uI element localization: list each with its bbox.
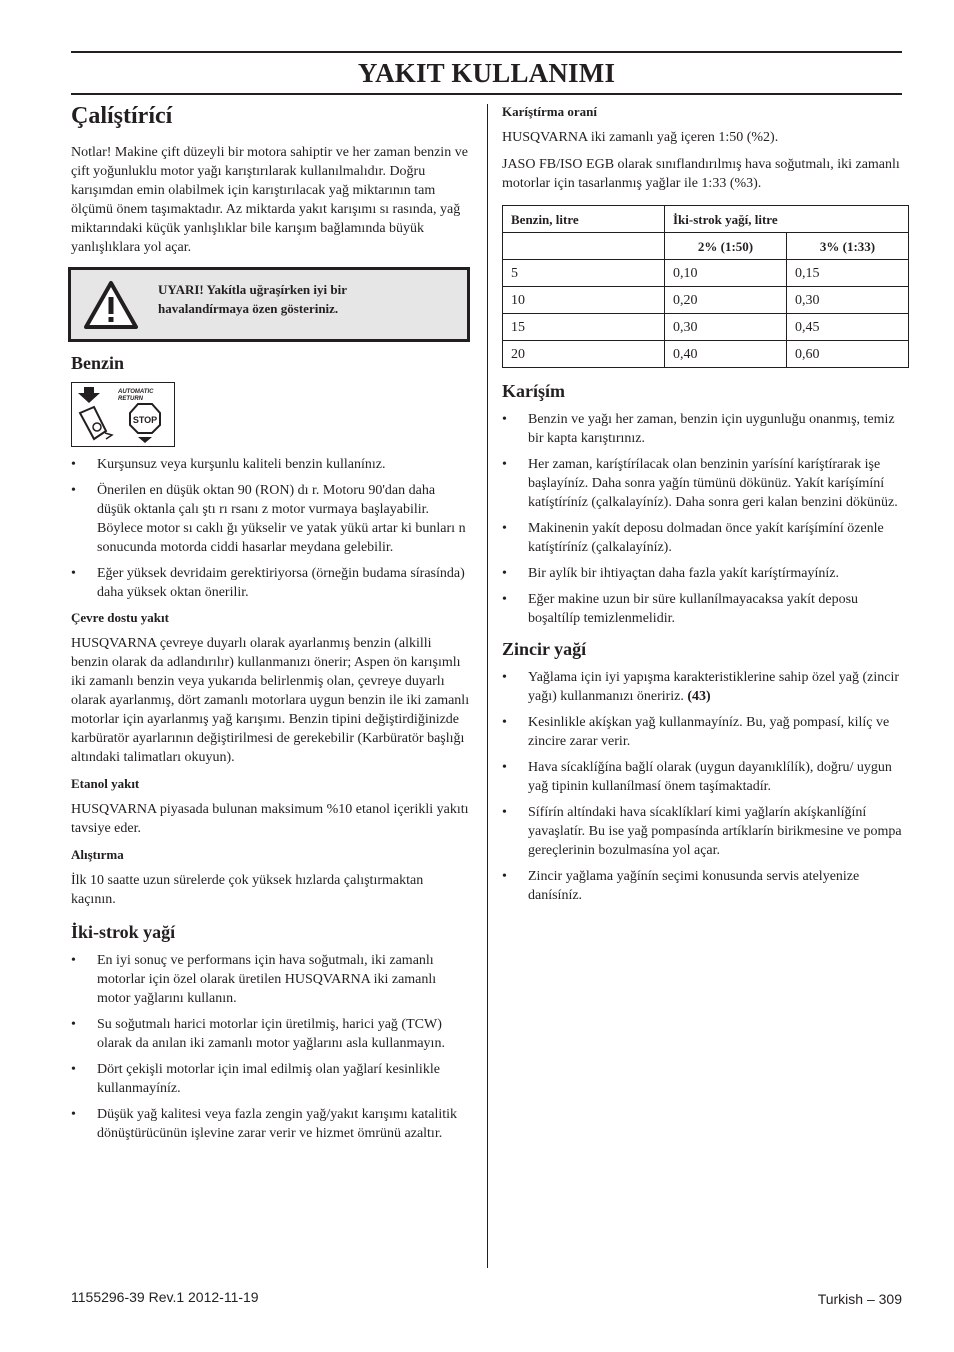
- list-item-text: Yağlama için iyi yapışma karakteristiklerine sahip özel yağ (zincir yağı) kullanmanızı öneririz.: [528, 670, 900, 704]
- footer-document-id: 1155296-39 Rev.1 2012-11-19: [71, 1289, 259, 1305]
- list-item: [71, 455, 470, 474]
- list-item: [502, 758, 909, 796]
- list-item-text: Düşük yağ kalitesi veya fazla zengin yağ/yakıt karışımı katalitik dönüştürücünün işlevine zarar verir ve hizmet ömrünü azaltır.: [97, 1107, 458, 1141]
- list-item: [502, 803, 909, 860]
- table-header-petrol: Benzin, litre: [503, 206, 665, 233]
- pictogram-stop: STOP: [132, 415, 158, 425]
- list-item-text: Kurşunsuz veya kurşunlu kaliteli benzin kullanínız.: [97, 457, 386, 472]
- table-cell: 20: [503, 341, 665, 368]
- list-item: [71, 564, 470, 602]
- warning-box: [68, 267, 470, 342]
- list-item-text: Bir aylík bir ihtiyaçtan daha fazla yakít karíştírmayíníz.: [528, 566, 840, 581]
- fuel-pictogram: [71, 382, 175, 447]
- bullet: •: [71, 457, 76, 472]
- mixing-ratio-p2: JASO FB/ISO EGB olarak sınıflandırılmış hava soğutmalı, iki zamanlı motorlar için tasarlanmış yağlar ile 1:33 (%3).: [502, 157, 900, 191]
- list-item-text: Dört çekişli motorlar için imal edilmiş olan yağlarí kesinlikle kullanmayíníz.: [97, 1062, 440, 1096]
- table-cell: 0,45: [787, 314, 909, 341]
- table-header-row: [503, 206, 909, 233]
- list-item-text: Su soğutmalı harici motorlar için üretilmiş, harici yağ (TCW) olarak da anılan iki zamanlı motor yağlarını asla kullanmayın.: [97, 1017, 445, 1051]
- bullet: •: [502, 412, 507, 427]
- list-item-text: Eğer yüksek devridaim gerektiriyorsa (örneğin budama sírasínda) daha yüksek oktan önerilir.: [97, 566, 465, 600]
- table-cell: 0,15: [787, 260, 909, 287]
- list-item: [502, 410, 909, 448]
- list-item: [71, 1105, 470, 1143]
- table-cell: [503, 233, 665, 260]
- bullet: •: [71, 566, 76, 581]
- right-column: [502, 103, 909, 912]
- list-item: [502, 564, 909, 583]
- fuel-pump-icon: [72, 383, 174, 446]
- eco-fuel-text: HUSQVARNA çevreye duyarlı olarak ayarlanmış benzin (alkilli benzin olarak da adlandırılır) kullanmanızı önerir; Aspen ön karışımlı iki zamanlı benzin veya yukarıda belirlenmiş olan, çevreye duyarlı olarak ayarlanmış, dört zamanlı motorlara uygun benzin ile iki zamanlı motorlar için ayarlanmış yağ karışımı. Benzin tipini değiştirdiğinizde karbüratör ayarlarının değiştirilmesi de gerekebilir (Karbüratör başlığı altındaki talimatları okuyun).: [71, 636, 470, 765]
- list-item: [502, 519, 909, 557]
- table-cell: 5: [503, 260, 665, 287]
- table-row: [503, 341, 909, 368]
- footer-page-number: Turkish – 309: [817, 1291, 902, 1307]
- warning-line-1: UYARI! Yakítla uğraşírken iyi bir: [158, 282, 348, 297]
- table-header-2pct: 2% (1:50): [665, 233, 787, 260]
- table-row: [503, 260, 909, 287]
- warning-line-2: havalandírmaya özen gösteriniz.: [158, 301, 339, 316]
- mixing-heading: Karíşím: [502, 381, 565, 401]
- ethanol-text: HUSQVARNA piyasada bulunan maksimum %10 etanol içerikli yakıtı tavsiye eder.: [71, 802, 469, 836]
- page-title: YAKIT KULLANIMI: [357, 58, 616, 88]
- benzin-heading: Benzin: [71, 353, 125, 373]
- figure-reference: (43): [687, 689, 711, 704]
- ethanol-heading: Etanol yakıt: [71, 776, 140, 791]
- list-item-text: Kesinlikle akíşkan yağ kullanmayíníz. Bu, yağ pompasí, kilíç ve zincire zarar verir.: [528, 715, 890, 749]
- mixing-ratio-table: [502, 205, 909, 368]
- bullet: •: [71, 483, 76, 498]
- table-header-oil: İki-strok yağí, litre: [665, 206, 909, 233]
- bullet: •: [502, 760, 507, 775]
- bullet: •: [502, 521, 507, 536]
- warning-triangle-icon: [83, 280, 139, 330]
- section-heading-starter: Çalíştírící: [71, 103, 173, 129]
- list-item: [71, 1060, 470, 1098]
- bullet: •: [71, 1017, 76, 1032]
- table-cell: 10: [503, 287, 665, 314]
- list-item: [502, 668, 909, 706]
- bullet: •: [502, 869, 507, 884]
- two-stroke-oil-heading: İki-strok yağí: [71, 922, 176, 942]
- table-cell: 15: [503, 314, 665, 341]
- warning-text: [158, 280, 448, 318]
- list-item: [71, 481, 470, 557]
- bullet: •: [71, 1062, 76, 1077]
- title-rule: [71, 93, 902, 95]
- list-item: [502, 590, 909, 628]
- list-item-text: Sífírín altíndaki hava sícaklíklarí kimi yağlarín akíşkanlíğíní yavaşlatír. Bu ise yağ pompasínda artíklarín birikmesine ve pompa gereçlerinin bozulmasína yol açar.: [528, 805, 902, 858]
- table-cell: 0,30: [787, 287, 909, 314]
- list-item: [502, 867, 909, 905]
- list-item: [71, 1015, 470, 1053]
- bullet: •: [502, 805, 507, 820]
- list-item: [502, 455, 909, 512]
- mixing-ratio-heading: Karíştírma oraní: [502, 104, 597, 119]
- bullet: •: [502, 670, 507, 685]
- list-item: [502, 713, 909, 751]
- chain-oil-list: [502, 668, 909, 905]
- eco-fuel-heading: Çevre dostu yakıt: [71, 610, 169, 625]
- mixing-list: [502, 410, 909, 628]
- bullet: •: [502, 715, 507, 730]
- pictogram-label-1: AUTOMATIC: [118, 389, 154, 395]
- bullet: •: [71, 953, 76, 968]
- column-divider: [487, 104, 488, 1268]
- pictogram-label-2: RETURN: [118, 396, 143, 402]
- bullet: •: [502, 457, 507, 472]
- table-header-3pct: 3% (1:33): [787, 233, 909, 260]
- table-cell: 0,20: [665, 287, 787, 314]
- intro-paragraph: Notlar! Makine çift düzeyli bir motora sahiptir ve her zaman benzin ve çift yoğunluklu motor yağı karıştırılarak kullanılmalıdır. Doğru karışımdan emin olabilmek için karıştırılacak yağ miktarının tam ölçümü önem taşımaktadır. Az miktarda yakıt karışımı sı rasında, yağ miktarındaki küçük yanlışlıklar bile karışım bağlamında büyük yanlışlıklara yol açar.: [71, 145, 468, 255]
- table-subheader-row: [503, 233, 909, 260]
- list-item-text: Hava sícaklíğína bağlí olarak (uygun dayanıklílík), doğru/ uygun yağ tipinin kullanílmasí önem taşímaktadír.: [528, 760, 892, 794]
- list-item-text: Eğer makine uzun bir süre kullanílmayacaksa yakít deposu boşaltílíp temizlenmelidir.: [528, 592, 859, 626]
- list-item-text: Benzin ve yağı her zaman, benzin için uygunluğu onanmış, temiz bir kapta karıştırınız.: [528, 412, 895, 446]
- table-cell: 0,30: [665, 314, 787, 341]
- chain-oil-heading: Zincir yağí: [502, 639, 587, 659]
- mixing-ratio-p1: HUSQVARNA iki zamanlı yağ içeren 1:50 (%2).: [502, 130, 779, 145]
- bullet: •: [502, 566, 507, 581]
- bullet: •: [502, 592, 507, 607]
- benzin-list: [71, 455, 470, 602]
- break-in-text: İlk 10 saatte uzun sürelerde çok yüksek hızlarda çalıştırmaktan kaçının.: [71, 873, 424, 907]
- left-column: [71, 100, 470, 1150]
- list-item-text: Önerilen en düşük oktan 90 (RON) dı r. Motoru 90'dan daha düşük oktanla çalı ştı rı rsanı z motor vurmaya başlayabilir. Böylece motor sı caklı ğı yükselir ve yatak yükü artar ki bunları n sonucunda motorda ciddi hasarlar meydana gelebilir.: [97, 483, 466, 555]
- table-cell: 0,40: [665, 341, 787, 368]
- table-row: [503, 314, 909, 341]
- two-stroke-oil-list: [71, 951, 470, 1143]
- table-row: [503, 287, 909, 314]
- list-item: [71, 951, 470, 1008]
- list-item-text: Zincir yağlama yağínín seçimi konusunda servis atelyenize danísíníz.: [528, 869, 860, 903]
- list-item-text: Makinenin yakít deposu dolmadan önce yakít karíşímíní özenle katíştíríníz (çalkalayíníz).: [528, 521, 884, 555]
- top-rule: [71, 51, 902, 53]
- break-in-heading: Alıştırma: [71, 847, 124, 862]
- table-cell: 0,10: [665, 260, 787, 287]
- list-item-text: En iyi sonuç ve performans için hava soğutmalı, iki zamanlı motorlar için özel olarak üretilen HUSQVARNA iki zamanlı motor yağlarını kullanın.: [97, 953, 437, 1006]
- bullet: •: [71, 1107, 76, 1122]
- table-cell: 0,60: [787, 341, 909, 368]
- list-item-text: Her zaman, karíştírílacak olan benzinin yarísíní karíştírarak işe başlayíníz. Daha sonra yağín tümünü dökünüz. Yakít karíşímíní katíştíríníz (çalkalayíníz). Daha sonra geri kalan benzini dökünüz.: [528, 457, 898, 510]
